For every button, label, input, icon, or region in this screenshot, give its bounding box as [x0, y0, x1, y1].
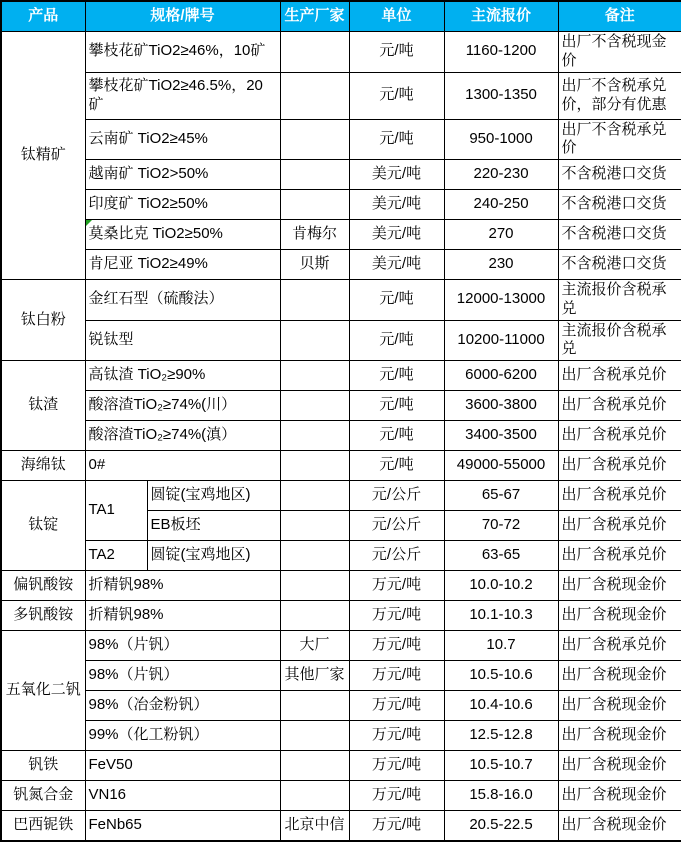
note-cell: 出厂不含税承兑价 [558, 119, 681, 160]
unit-cell: 元/吨 [349, 72, 444, 119]
product-cell: 钛渣 [1, 361, 85, 451]
table-row [1, 571, 681, 601]
unit-cell: 元/吨 [349, 119, 444, 160]
unit-cell: 万元/吨 [349, 571, 444, 601]
manufacturer-cell [280, 781, 349, 811]
price-cell: 10.4-10.6 [444, 691, 558, 721]
header-price: 主流报价 [444, 1, 558, 32]
manufacturer-cell [280, 421, 349, 451]
price-cell: 6000-6200 [444, 361, 558, 391]
unit-cell: 万元/吨 [349, 781, 444, 811]
table-row [1, 721, 681, 751]
note-cell: 出厂不含税承兑价，部分有优惠 [558, 72, 681, 119]
manufacturer-cell [280, 481, 349, 511]
spec-cell: 酸溶渣TiO₂≥74%(滇） [85, 421, 280, 451]
product-cell: 钛精矿 [1, 32, 85, 280]
note-cell: 出厂含税承兑价 [558, 481, 681, 511]
price-cell: 10.5-10.6 [444, 661, 558, 691]
spec-cell: 圆锭(宝鸡地区) [147, 541, 280, 571]
manufacturer-cell: 贝斯 [280, 250, 349, 280]
table-row [1, 220, 681, 250]
header-product: 产品 [1, 1, 85, 32]
header-manufacturer: 生产厂家 [280, 1, 349, 32]
unit-cell: 元/吨 [349, 361, 444, 391]
table-row [1, 160, 681, 190]
table-row [1, 421, 681, 451]
spec-cell: FeV50 [85, 751, 280, 781]
unit-cell: 美元/吨 [349, 160, 444, 190]
manufacturer-cell [280, 320, 349, 361]
price-cell: 950-1000 [444, 119, 558, 160]
product-cell: 钛锭 [1, 481, 85, 571]
spec-text: 莫桑比克 TiO2≥50% [88, 225, 223, 243]
spec-cell: 98%（片钒） [85, 631, 280, 661]
unit-cell: 元/公斤 [349, 481, 444, 511]
note-cell: 不含税港口交货 [558, 250, 681, 280]
unit-cell: 万元/吨 [349, 601, 444, 631]
unit-cell: 美元/吨 [349, 250, 444, 280]
product-cell: 五氧化二钒 [1, 631, 85, 751]
table-row [1, 751, 681, 781]
manufacturer-cell [280, 119, 349, 160]
spec-cell: 99%（化工粉钒） [85, 721, 280, 751]
unit-cell: 美元/吨 [349, 220, 444, 250]
price-cell: 63-65 [444, 541, 558, 571]
table-row [1, 361, 681, 391]
manufacturer-cell [280, 571, 349, 601]
table-row [1, 451, 681, 481]
table-row [1, 320, 681, 361]
note-cell: 出厂含税现金价 [558, 781, 681, 811]
note-cell: 出厂含税承兑价 [558, 511, 681, 541]
note-cell: 出厂含税承兑价 [558, 361, 681, 391]
spec-cell: 折精钒98% [85, 601, 280, 631]
unit-cell: 元/吨 [349, 32, 444, 73]
price-cell: 10.1-10.3 [444, 601, 558, 631]
note-cell: 出厂含税现金价 [558, 751, 681, 781]
note-cell: 出厂含税承兑价 [558, 421, 681, 451]
note-cell: 出厂含税承兑价 [558, 451, 681, 481]
spec-cell: 肯尼亚 TiO2≥49% [85, 250, 280, 280]
table-row [1, 250, 681, 280]
unit-cell: 万元/吨 [349, 811, 444, 841]
price-cell: 1300-1350 [444, 72, 558, 119]
price-cell: 3400-3500 [444, 421, 558, 451]
price-cell: 10.0-10.2 [444, 571, 558, 601]
header-unit: 单位 [349, 1, 444, 32]
manufacturer-cell [280, 391, 349, 421]
table-row [1, 661, 681, 691]
table-row [1, 190, 681, 220]
product-cell: 钒氮合金 [1, 781, 85, 811]
manufacturer-cell [280, 72, 349, 119]
unit-cell: 元/吨 [349, 451, 444, 481]
unit-cell: 元/公斤 [349, 511, 444, 541]
spec-cell: 折精钒98% [85, 571, 280, 601]
spec-cell: 攀枝花矿TiO2≥46%，10矿 [85, 32, 280, 73]
product-cell: 巴西铌铁 [1, 811, 85, 841]
note-cell: 出厂含税现金价 [558, 661, 681, 691]
manufacturer-cell [280, 280, 349, 321]
manufacturer-cell [280, 190, 349, 220]
unit-cell: 万元/吨 [349, 631, 444, 661]
manufacturer-cell: 肯梅尔 [280, 220, 349, 250]
note-cell: 出厂含税承兑价 [558, 541, 681, 571]
product-cell: 偏钒酸铵 [1, 571, 85, 601]
spec-cell: 云南矿 TiO2≥45% [85, 119, 280, 160]
manufacturer-cell [280, 601, 349, 631]
table-row [1, 391, 681, 421]
grade-cell: TA1 [85, 481, 147, 541]
table-row [1, 631, 681, 661]
header-note: 备注 [558, 1, 681, 32]
price-cell: 20.5-22.5 [444, 811, 558, 841]
price-cell: 15.8-16.0 [444, 781, 558, 811]
spec-cell: 印度矿 TiO2≥50% [85, 190, 280, 220]
table-row [1, 691, 681, 721]
price-cell: 1160-1200 [444, 32, 558, 73]
price-cell: 12.5-12.8 [444, 721, 558, 751]
unit-cell: 万元/吨 [349, 721, 444, 751]
manufacturer-cell [280, 541, 349, 571]
unit-cell: 元/吨 [349, 320, 444, 361]
price-cell: 65-67 [444, 481, 558, 511]
note-cell: 出厂含税现金价 [558, 691, 681, 721]
unit-cell: 美元/吨 [349, 190, 444, 220]
spec-cell: 攀枝花矿TiO2≥46.5%，20矿 [85, 72, 280, 119]
unit-cell: 万元/吨 [349, 751, 444, 781]
spec-cell [85, 220, 280, 250]
price-cell: 3600-3800 [444, 391, 558, 421]
spec-cell: 酸溶渣TiO₂≥74%(川） [85, 391, 280, 421]
price-cell: 70-72 [444, 511, 558, 541]
product-cell: 钒铁 [1, 751, 85, 781]
note-cell: 不含税港口交货 [558, 190, 681, 220]
manufacturer-cell [280, 160, 349, 190]
price-cell: 10.7 [444, 631, 558, 661]
manufacturer-cell [280, 32, 349, 73]
spec-cell: 98%（片钒） [85, 661, 280, 691]
table-row [1, 601, 681, 631]
note-cell: 出厂不含税现金价 [558, 32, 681, 73]
unit-cell: 万元/吨 [349, 661, 444, 691]
manufacturer-cell [280, 451, 349, 481]
note-cell: 主流报价含税承兑 [558, 320, 681, 361]
note-cell: 出厂含税承兑价 [558, 391, 681, 421]
header-spec: 规格/牌号 [85, 1, 280, 32]
unit-cell: 元/吨 [349, 280, 444, 321]
manufacturer-cell [280, 751, 349, 781]
table-row [1, 119, 681, 160]
table-row [1, 481, 681, 511]
price-cell: 220-230 [444, 160, 558, 190]
note-cell: 出厂含税现金价 [558, 811, 681, 841]
table-row [1, 72, 681, 119]
note-cell: 不含税港口交货 [558, 220, 681, 250]
price-cell: 270 [444, 220, 558, 250]
price-cell: 12000-13000 [444, 280, 558, 321]
manufacturer-cell: 大厂 [280, 631, 349, 661]
note-cell: 出厂含税承兑价 [558, 631, 681, 661]
price-cell: 49000-55000 [444, 451, 558, 481]
comment-flag-icon [86, 220, 92, 226]
note-cell: 主流报价含税承兑 [558, 280, 681, 321]
spec-cell: 0# [85, 451, 280, 481]
manufacturer-cell: 其他厂家 [280, 661, 349, 691]
table-row [1, 781, 681, 811]
spec-cell: 锐钛型 [85, 320, 280, 361]
table-row [1, 811, 681, 841]
spec-cell: 金红石型（硫酸法） [85, 280, 280, 321]
product-cell: 钛白粉 [1, 280, 85, 361]
spec-cell: VN16 [85, 781, 280, 811]
product-cell: 多钒酸铵 [1, 601, 85, 631]
price-cell: 10.5-10.7 [444, 751, 558, 781]
note-cell: 不含税港口交货 [558, 160, 681, 190]
spec-cell: 98%（冶金粉钒） [85, 691, 280, 721]
manufacturer-cell [280, 691, 349, 721]
note-cell: 出厂含税现金价 [558, 601, 681, 631]
manufacturer-cell: 北京中信 [280, 811, 349, 841]
unit-cell: 元/公斤 [349, 541, 444, 571]
spec-cell: 越南矿 TiO2>50% [85, 160, 280, 190]
note-cell: 出厂含税现金价 [558, 721, 681, 751]
grade-cell: TA2 [85, 541, 147, 571]
table-header-row [1, 1, 681, 32]
manufacturer-cell [280, 721, 349, 751]
spec-cell: 圆锭(宝鸡地区) [147, 481, 280, 511]
price-cell: 10200-11000 [444, 320, 558, 361]
table-row [1, 541, 681, 571]
note-cell: 出厂含税现金价 [558, 571, 681, 601]
spec-cell: 高钛渣 TiO₂≥90% [85, 361, 280, 391]
price-cell: 240-250 [444, 190, 558, 220]
unit-cell: 元/吨 [349, 391, 444, 421]
manufacturer-cell [280, 361, 349, 391]
spec-cell: FeNb65 [85, 811, 280, 841]
table-row [1, 32, 681, 73]
table-row [1, 280, 681, 321]
manufacturer-cell [280, 511, 349, 541]
price-cell: 230 [444, 250, 558, 280]
product-cell: 海绵钛 [1, 451, 85, 481]
unit-cell: 万元/吨 [349, 691, 444, 721]
unit-cell: 元/吨 [349, 421, 444, 451]
spec-cell: EB板坯 [147, 511, 280, 541]
